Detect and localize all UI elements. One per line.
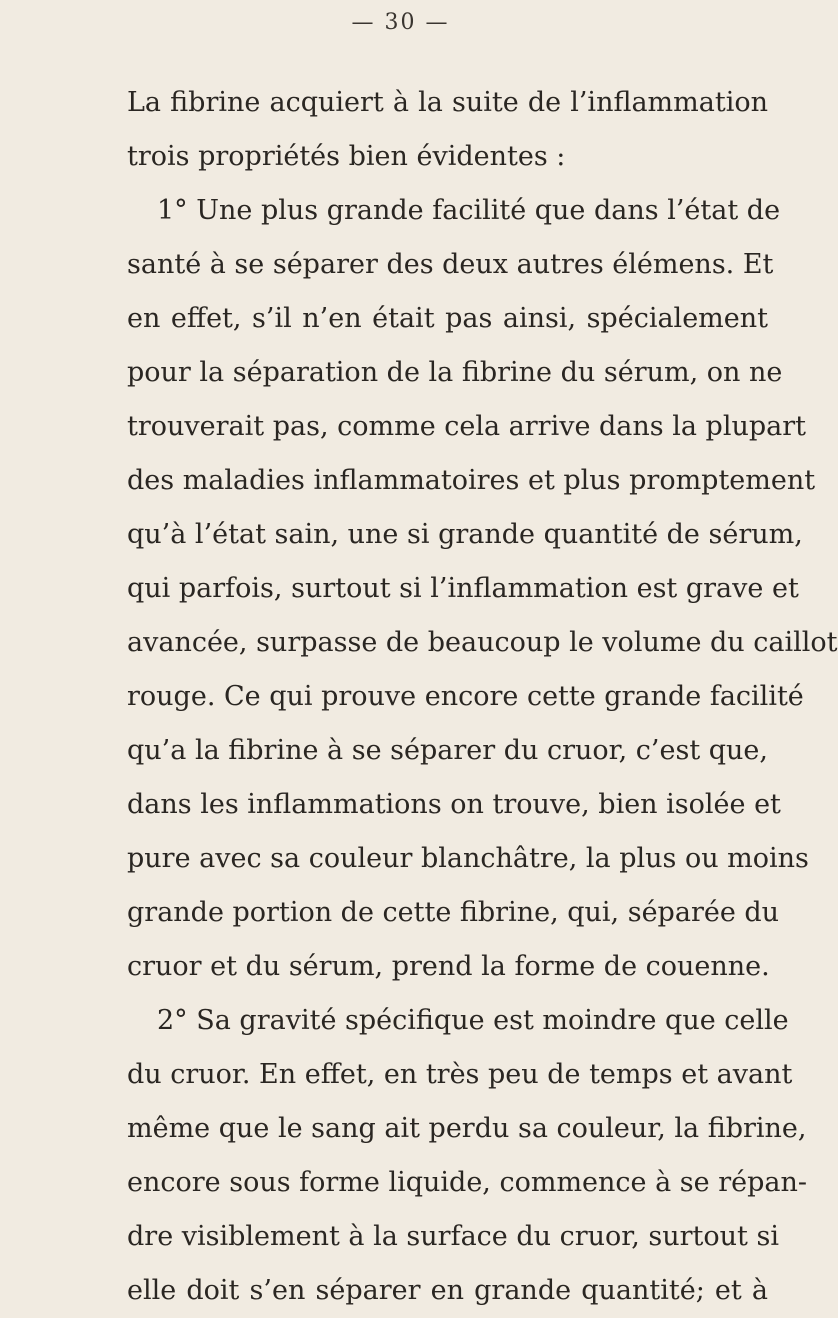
text-line: même que le sang ait perdu sa couleur, la fibrine, (127, 1113, 807, 1144)
text-line: dans les inflammations on trouve, bien isolée et (127, 789, 781, 820)
text-line: grande portion de cette fibrine, qui, séparée du (127, 897, 780, 928)
text-line: santé à se séparer des deux autres élémens. Et (127, 249, 774, 280)
text-line: qu’à l’état sain, une si grande quantité de sérum, (127, 519, 803, 550)
text-line: trouverait pas, comme cela arrive dans la plupart (127, 411, 806, 442)
text-line: elle doit s’en séparer en grande quantité; et à (127, 1275, 768, 1306)
body-text (127, 76, 838, 1318)
text-line: La fibrine acquiert à la suite de l’inflammation (127, 87, 768, 118)
text-line: 2° Sa gravité spécifique est moindre que celle (157, 1005, 789, 1036)
text-line: qu’a la fibrine à se séparer du cruor, c’est que, (127, 735, 768, 766)
page-number: — 30 — (351, 10, 450, 35)
text-line: des maladies inflammatoires et plus promptement (127, 465, 816, 496)
text-line: cruor et du sérum, prend la forme de couenne. (127, 951, 770, 982)
text-line: en effet, s’il n’en était pas ainsi, spécialement (127, 303, 768, 334)
text-line: pour la séparation de la fibrine du sérum, on ne (127, 357, 783, 388)
text-line: qui parfois, surtout si l’inflammation est grave et (127, 573, 799, 604)
text-line: pure avec sa couleur blanchâtre, la plus ou moins (127, 843, 809, 874)
text-line: 1° Une plus grande facilité que dans l’état de (157, 195, 781, 226)
text-line: encore sous forme liquide, commence à se répan- (127, 1167, 807, 1198)
text-line: dre visiblement à la surface du cruor, surtout si (127, 1221, 779, 1252)
text-line: du cruor. En effet, en très peu de temps et avant (127, 1059, 793, 1090)
text-line: trois propriétés bien évidentes : (127, 141, 566, 172)
text-line: avancée, surpasse de beaucoup le volume du caillot (127, 627, 838, 658)
text-line: rouge. Ce qui prouve encore cette grande facilité (127, 681, 804, 712)
